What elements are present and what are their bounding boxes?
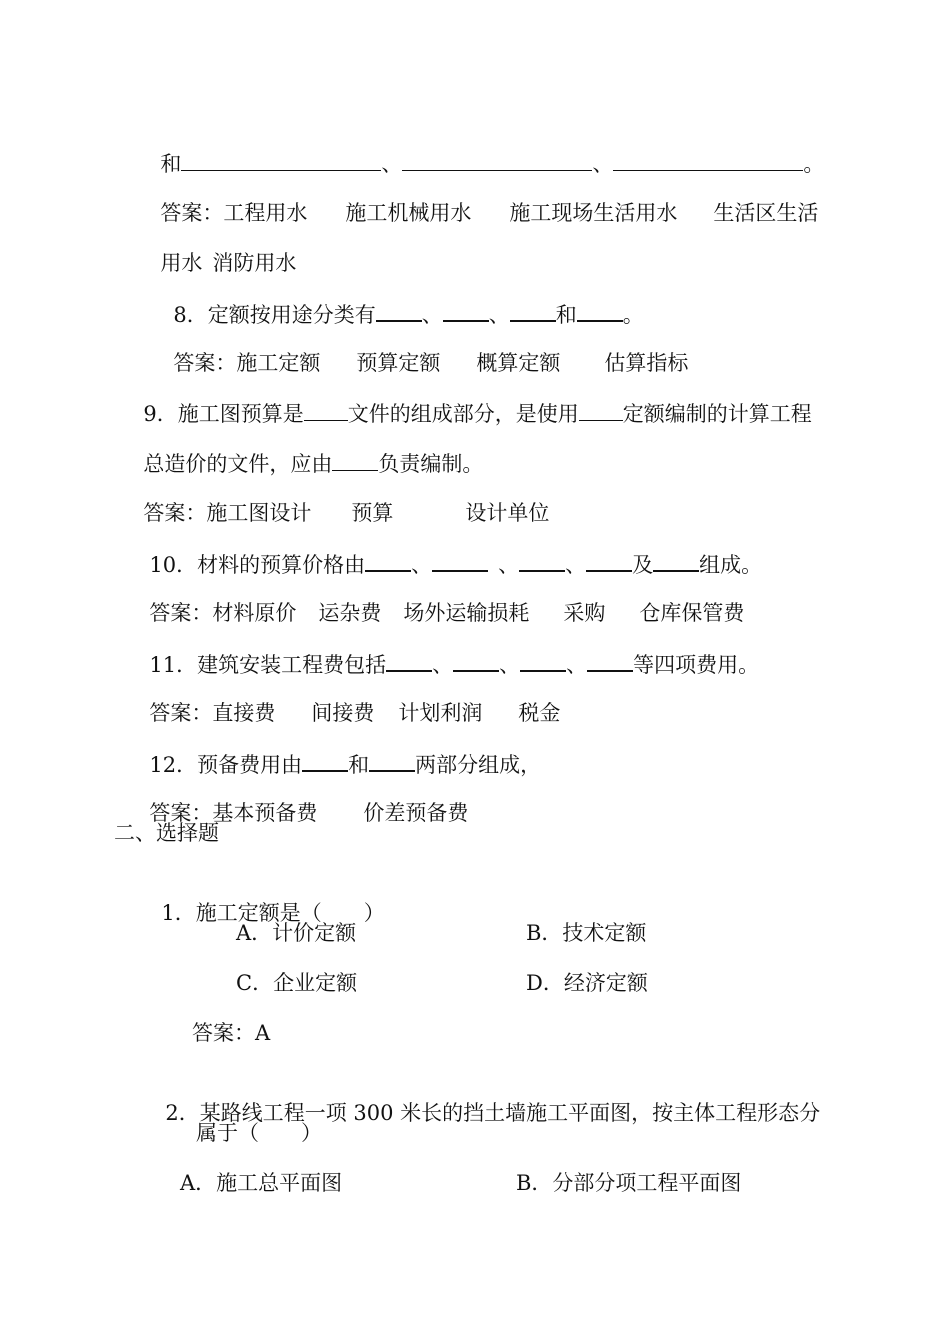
mc2-option-a: A．施工总平面图 xyxy=(180,1171,343,1195)
separator: 、 xyxy=(566,653,588,677)
question-text: 定额编制的计算工程 xyxy=(622,402,812,426)
answer-item: 消防用水 xyxy=(212,251,297,275)
mc2-option-b: B．分部分项工程平面图 xyxy=(516,1171,742,1195)
question-text: 总造价的文件，应由 xyxy=(143,452,333,476)
mc1-answer: 答案：A xyxy=(192,1021,271,1045)
answer-item: 用水 xyxy=(160,251,203,275)
separator: 和 xyxy=(555,303,577,327)
separator: 、 xyxy=(499,653,521,677)
mc1-question xyxy=(148,868,385,925)
question-text: 两部分组成， xyxy=(415,753,542,777)
answer-item: 基本预备费 xyxy=(212,801,318,825)
question-number: 11． xyxy=(149,653,198,677)
separator: 、 xyxy=(498,553,520,577)
q12-question xyxy=(136,718,542,777)
q9-blank-2 xyxy=(579,398,623,421)
q7-blank-line xyxy=(147,118,825,176)
question-text: 组成。 xyxy=(699,553,763,577)
answer-label: 答案： xyxy=(143,501,207,525)
q11-question xyxy=(136,618,760,677)
q8-question xyxy=(160,268,644,327)
q11-answer xyxy=(136,668,561,725)
answer-item: 施工机械用水 xyxy=(345,201,472,225)
q7-prefix: 和 xyxy=(160,152,182,176)
question-number: 2． xyxy=(165,1101,200,1125)
question-text: 预备费用由 xyxy=(197,753,303,777)
answer-item: 计划利润 xyxy=(398,701,483,725)
answer-item: 材料原价 xyxy=(212,601,297,625)
answer-item: 生活区生活 xyxy=(713,201,819,225)
q7-sep-2: 、 xyxy=(592,152,614,176)
mc2-question xyxy=(152,1068,821,1125)
separator: 、 xyxy=(421,303,443,327)
question-text: 负责编制。 xyxy=(378,452,484,476)
separator: 和 xyxy=(348,753,370,777)
q7-end: 。 xyxy=(803,152,825,176)
answer-label: 答案： xyxy=(160,201,224,225)
answer-label: 答案： xyxy=(149,601,213,625)
q9-question xyxy=(130,368,812,426)
separator: 、 xyxy=(411,553,433,577)
question-text: 施工图预算是 xyxy=(177,402,304,426)
question-text: 某路线工程一项 300 米长的挡土墙施工平面图，按主体工程形态分 xyxy=(199,1101,821,1125)
q9-answer xyxy=(130,468,550,525)
answer-item: 施工图设计 xyxy=(206,501,312,525)
answer-label: 答案： xyxy=(149,801,213,825)
separator: 、 xyxy=(565,553,587,577)
q11-blank-4 xyxy=(587,648,633,672)
answer-item: 预算定额 xyxy=(356,351,441,375)
mc1-option-b: B．技术定额 xyxy=(526,921,647,945)
answer-item: 税金 xyxy=(518,701,561,725)
q12-answer xyxy=(136,768,469,825)
separator: 、 xyxy=(488,303,510,327)
answer-item: 直接费 xyxy=(212,701,276,725)
answer-label: 答案： xyxy=(173,351,237,375)
answer-label: 答案： xyxy=(149,701,213,725)
mc1-option-c: C．企业定额 xyxy=(236,971,358,995)
answer-item: 采购 xyxy=(563,601,606,625)
answer-item: 预算 xyxy=(351,501,394,525)
q9-question-cont xyxy=(130,418,484,476)
q10-question xyxy=(136,518,763,577)
q10-answer xyxy=(136,568,745,625)
question-text: 施工定额是（ ） xyxy=(195,901,385,925)
answer-item: 设计单位 xyxy=(465,501,550,525)
question-number: 12． xyxy=(149,753,198,777)
answer-item: 间接费 xyxy=(311,701,375,725)
question-number: 9． xyxy=(143,402,178,426)
q7-answer-cont xyxy=(147,218,297,275)
separator: 。 xyxy=(622,303,644,327)
answer-item: 估算指标 xyxy=(604,351,689,375)
mc1-option-a: A．计价定额 xyxy=(236,921,357,945)
question-text: 建筑安装工程费包括 xyxy=(197,653,387,677)
question-text: 等四项费用。 xyxy=(633,653,760,677)
separator: 、 xyxy=(432,653,454,677)
q8-answer xyxy=(160,318,689,375)
question-text: 文件的组成部分，是使用 xyxy=(347,402,579,426)
q7-sep-1: 、 xyxy=(381,152,403,176)
section-title: 二、选择题 xyxy=(114,821,219,845)
answer-item: 运杂费 xyxy=(318,601,382,625)
answer-item: 价差预备费 xyxy=(363,801,469,825)
q7-answer xyxy=(147,168,819,225)
question-text: 定额按用途分类有 xyxy=(207,303,376,327)
answer-item: 概算定额 xyxy=(476,351,561,375)
answer-item: 仓库保管费 xyxy=(639,601,745,625)
answer-item: 施工现场生活用水 xyxy=(509,201,678,225)
mc1-option-d: D．经济定额 xyxy=(526,971,648,995)
question-number: 8． xyxy=(173,303,208,327)
question-number: 1． xyxy=(161,901,196,925)
answer-item: 场外运输损耗 xyxy=(403,601,530,625)
mc2-question-cont: 属于（ ） xyxy=(196,1121,322,1145)
question-number: 10． xyxy=(149,553,198,577)
answer-item: 工程用水 xyxy=(223,201,308,225)
answer-item: 施工定额 xyxy=(236,351,321,375)
question-text: 材料的预算价格由 xyxy=(197,553,366,577)
separator: 及 xyxy=(632,553,654,577)
